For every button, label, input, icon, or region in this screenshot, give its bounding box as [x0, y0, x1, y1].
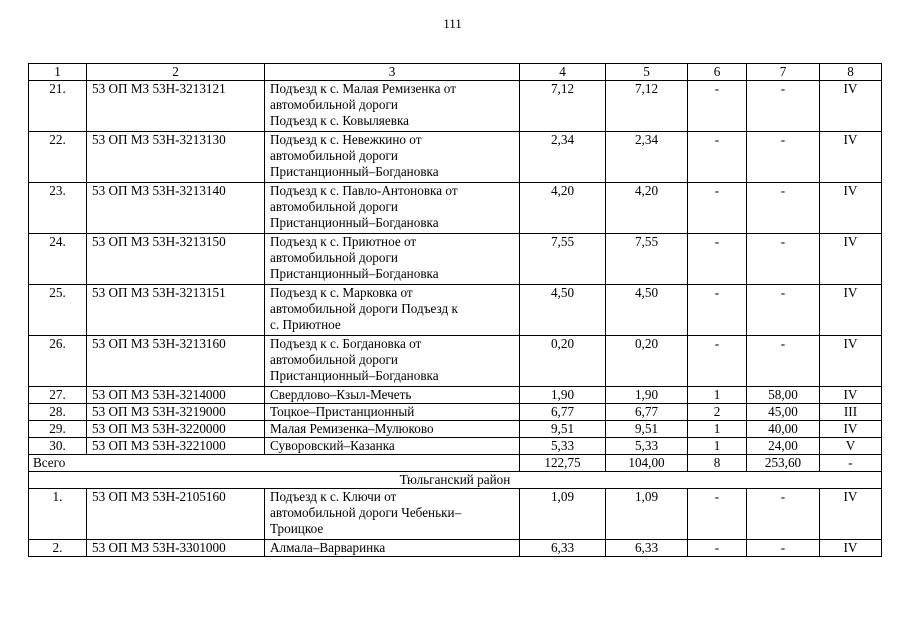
header-cell: 3 — [265, 64, 520, 81]
col5-value: 1,90 — [606, 387, 688, 404]
road-name-line: Алмала–Варваринка — [270, 540, 386, 555]
road-name-line: автомобильной дороги — [270, 250, 398, 265]
col4-value: 4,20 — [520, 183, 606, 234]
row-number: 30. — [29, 438, 87, 455]
road-code: 53 ОП МЗ 53Н-3213151 — [87, 285, 265, 336]
page-number: 111 — [443, 16, 462, 31]
road-name-line: Подъезд к с. Богдановка от — [270, 336, 422, 351]
col6-value: - — [688, 234, 747, 285]
col6-value: - — [688, 132, 747, 183]
road-name-line: автомобильной дороги — [270, 352, 398, 367]
col7-value: - — [747, 81, 820, 132]
total-col7: 253,60 — [747, 455, 820, 472]
col7-value: - — [747, 336, 820, 387]
road-name-line: Подъезд к с. Марковка от — [270, 285, 413, 300]
col8-value: IV — [820, 285, 882, 336]
col4-value: 1,90 — [520, 387, 606, 404]
road-name — [265, 336, 520, 387]
road-name-line: автомобильной дороги — [270, 199, 398, 214]
col8-value: IV — [820, 336, 882, 387]
table-row — [29, 336, 882, 387]
row-number: 26. — [29, 336, 87, 387]
col7-value: 40,00 — [747, 421, 820, 438]
road-name-line: автомобильной дороги Чебеньки– — [270, 505, 462, 520]
total-col5: 104,00 — [606, 455, 688, 472]
road-name-line: автомобильной дороги — [270, 148, 398, 163]
col4-value: 6,33 — [520, 540, 606, 557]
col5-value: 7,55 — [606, 234, 688, 285]
header-cell: 5 — [606, 64, 688, 81]
road-name-line: Пристанционный–Богдановка — [270, 266, 439, 281]
total-col4: 122,75 — [520, 455, 606, 472]
road-name-line: Подъезд к с. Приютное от — [270, 234, 417, 249]
header-cell: 8 — [820, 64, 882, 81]
section-row — [29, 472, 882, 489]
col4-value: 5,33 — [520, 438, 606, 455]
table-row — [29, 438, 882, 455]
header-cell: 7 — [747, 64, 820, 81]
header-row — [29, 64, 882, 81]
col8-value: V — [820, 438, 882, 455]
total-col8: - — [820, 455, 882, 472]
col7-value: - — [747, 183, 820, 234]
col5-value: 2,34 — [606, 132, 688, 183]
table-row — [29, 489, 882, 540]
road-name — [265, 81, 520, 132]
road-code: 53 ОП МЗ 53Н-3301000 — [87, 540, 265, 557]
col6-value: - — [688, 540, 747, 557]
roads-table — [28, 63, 882, 557]
road-code: 53 ОП МЗ 53Н-3213140 — [87, 183, 265, 234]
col4-value: 0,20 — [520, 336, 606, 387]
table-row — [29, 404, 882, 421]
road-name-line: Подъезд к с. Ковыляевка — [270, 113, 410, 128]
col4-value: 6,77 — [520, 404, 606, 421]
road-code: 53 ОП МЗ 53Н-3214000 — [87, 387, 265, 404]
road-name — [265, 540, 520, 557]
table-row — [29, 421, 882, 438]
header-cell: 4 — [520, 64, 606, 81]
road-name: Суворовский–Казанка — [265, 438, 520, 455]
col8-value: IV — [820, 132, 882, 183]
col5-value: 4,50 — [606, 285, 688, 336]
section-title: Тюльганский район — [29, 472, 882, 489]
row-number: 23. — [29, 183, 87, 234]
row-number: 24. — [29, 234, 87, 285]
col6-value: - — [688, 336, 747, 387]
road-name — [265, 285, 520, 336]
table-row — [29, 132, 882, 183]
road-name-line: Пристанционный–Богдановка — [270, 164, 439, 179]
col5-value: 6,77 — [606, 404, 688, 421]
road-name-line: Пристанционный–Богдановка — [270, 368, 439, 383]
road-name: Тоцкое–Пристанционный — [265, 404, 520, 421]
road-code: 53 ОП МЗ 53Н-3213160 — [87, 336, 265, 387]
col6-value: 1 — [688, 387, 747, 404]
road-name-line: Пристанционный–Богдановка — [270, 215, 439, 230]
col6-value: 2 — [688, 404, 747, 421]
col7-value: 58,00 — [747, 387, 820, 404]
row-number: 29. — [29, 421, 87, 438]
col5-value: 0,20 — [606, 336, 688, 387]
road-name — [265, 183, 520, 234]
col8-value: IV — [820, 234, 882, 285]
col6-value: - — [688, 81, 747, 132]
col4-value: 1,09 — [520, 489, 606, 540]
road-name-line: Подъезд к с. Малая Ремизенка от — [270, 81, 456, 96]
road-name-line: Подъезд к с. Ключи от — [270, 489, 397, 504]
col5-value: 5,33 — [606, 438, 688, 455]
col8-value: IV — [820, 387, 882, 404]
road-code: 53 ОП МЗ 53Н-3213121 — [87, 81, 265, 132]
header-cell: 2 — [87, 64, 265, 81]
col8-value: III — [820, 404, 882, 421]
col4-value: 2,34 — [520, 132, 606, 183]
road-name-line: автомобильной дороги — [270, 97, 398, 112]
row-number: 2. — [29, 540, 87, 557]
road-name: Свердлово–Кзыл-Мечеть — [265, 387, 520, 404]
col6-value: 1 — [688, 438, 747, 455]
road-code: 53 ОП МЗ 53Н-3213130 — [87, 132, 265, 183]
col6-value: - — [688, 285, 747, 336]
row-number: 27. — [29, 387, 87, 404]
col7-value: 24,00 — [747, 438, 820, 455]
table-row — [29, 285, 882, 336]
total-label: Всего — [29, 455, 520, 472]
road-name: Малая Ремизенка–Мулюково — [265, 421, 520, 438]
col5-value: 4,20 — [606, 183, 688, 234]
road-name-line: Подъезд к с. Павло-Антоновка от — [270, 183, 458, 198]
table-row — [29, 183, 882, 234]
col8-value: IV — [820, 421, 882, 438]
header-cell: 1 — [29, 64, 87, 81]
col7-value: - — [747, 540, 820, 557]
road-code: 53 ОП МЗ 53Н-3220000 — [87, 421, 265, 438]
road-name — [265, 489, 520, 540]
road-name-line: Троицкое — [270, 521, 324, 536]
table-row — [29, 540, 882, 557]
header-cell: 6 — [688, 64, 747, 81]
col5-value: 7,12 — [606, 81, 688, 132]
col7-value: 45,00 — [747, 404, 820, 421]
road-code: 53 ОП МЗ 53Н-2105160 — [87, 489, 265, 540]
col7-value: - — [747, 285, 820, 336]
road-name-line: автомобильной дороги Подъезд к — [270, 301, 458, 316]
col5-value: 1,09 — [606, 489, 688, 540]
col4-value: 4,50 — [520, 285, 606, 336]
road-name-line: с. Приютное — [270, 317, 341, 332]
col4-value: 7,12 — [520, 81, 606, 132]
row-number: 28. — [29, 404, 87, 421]
table-row — [29, 81, 882, 132]
col6-value: 1 — [688, 421, 747, 438]
total-col6: 8 — [688, 455, 747, 472]
col6-value: - — [688, 183, 747, 234]
col7-value: - — [747, 132, 820, 183]
road-name — [265, 132, 520, 183]
road-name-line: Подъезд к с. Невежкино от — [270, 132, 422, 147]
col8-value: IV — [820, 81, 882, 132]
col5-value: 9,51 — [606, 421, 688, 438]
col8-value: IV — [820, 489, 882, 540]
total-row — [29, 455, 882, 472]
road-code: 53 ОП МЗ 53Н-3213150 — [87, 234, 265, 285]
col8-value: IV — [820, 540, 882, 557]
col4-value: 9,51 — [520, 421, 606, 438]
row-number: 22. — [29, 132, 87, 183]
road-code: 53 ОП МЗ 53Н-3221000 — [87, 438, 265, 455]
col4-value: 7,55 — [520, 234, 606, 285]
col7-value: - — [747, 489, 820, 540]
col7-value: - — [747, 234, 820, 285]
row-number: 21. — [29, 81, 87, 132]
row-number: 1. — [29, 489, 87, 540]
col8-value: IV — [820, 183, 882, 234]
row-number: 25. — [29, 285, 87, 336]
col5-value: 6,33 — [606, 540, 688, 557]
col6-value: - — [688, 489, 747, 540]
road-name — [265, 234, 520, 285]
road-code: 53 ОП МЗ 53Н-3219000 — [87, 404, 265, 421]
table-row — [29, 387, 882, 404]
table-row — [29, 234, 882, 285]
